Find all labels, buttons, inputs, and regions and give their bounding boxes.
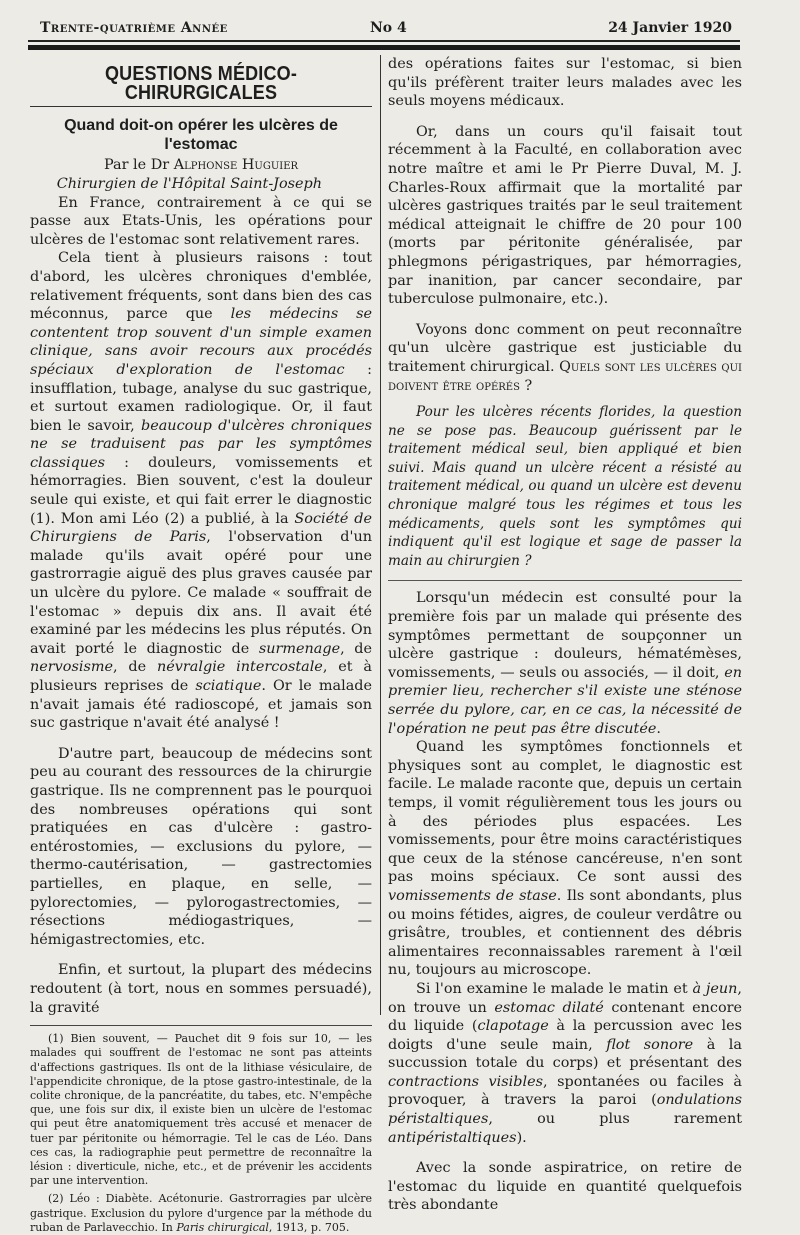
text-run: : insufflation, tubage, analyse du suc gastrique, et surtout examen radiologique. Or, il faut bien le savoir, xyxy=(30,361,372,434)
paragraph-fear-of-surgery: Enfin, et surtout, la plupart des médecins redoutent (à tort, nous en sommes persuadé), la gravité xyxy=(30,962,372,1016)
text-run: , spontanées ou faciles à provoquer, à travers la paroi ( xyxy=(388,1073,742,1109)
text-run: . Or le malade n'avait jamais été radioscopé, et jamais son suc gastrique n'avait été analysé ! xyxy=(30,678,373,732)
text-run: ). xyxy=(516,1129,527,1146)
italic-run: Société de Chirurgiens de Paris xyxy=(30,510,372,546)
paragraph-intro: En France, contrairement à ce qui se passe aux Etats-Unis, les opérations pour ulcères de l'estomac sont relativement rares. xyxy=(30,194,372,248)
italic-run: à jeun xyxy=(692,980,738,997)
article-title: Quand doit-on opérer les ulcères de l'estomac xyxy=(64,117,338,153)
header-year: Trente-quatrième Année xyxy=(40,20,228,36)
text-run: contenant encore du liquide ( xyxy=(388,999,743,1035)
italic-run: surmenage xyxy=(258,640,341,657)
text-run: Si l'on examine le malade le matin et xyxy=(416,980,693,997)
italic-run: clapotage xyxy=(477,1018,549,1035)
italic-run: ondulations péristaltiques xyxy=(388,1092,742,1128)
smallcaps-run: Quels sont les ulcères qui doivent être opérés ? xyxy=(388,358,742,394)
italic-run: antipéristaltiques xyxy=(388,1129,517,1146)
paragraph-question xyxy=(388,321,742,395)
section-title-rule xyxy=(30,106,372,107)
italic-run: contractions visibles xyxy=(388,1073,543,1090)
text-run: , l'observation d'un malade qu'ils avait opéré pour une gastrorragie aiguë des plus graves causée par un ulcère du pylore. Ce malade « souffrait de l'estomac » depuis dix ans. Il avait été examiné par les médecins les plus réputés. On avait porté le diagnostic de xyxy=(30,529,372,657)
text-run: Quand les symptômes fonctionnels et physiques sont au complet, le diagnostic est facile. Le malade raconte que, depuis un certain temps, il vomit régulièrement tous les jours ou à des périodes plus espacées. Les vomissements, pour être moins caractéristiques que ceux de la sténose cancéreuse, n'en sont pas moins spéciaux. Ce sont aussi des xyxy=(388,739,742,886)
section-title: QUESTIONS MÉDICO-CHIRURGICALES xyxy=(104,63,298,104)
byline xyxy=(30,156,372,175)
header-rule-thick xyxy=(28,45,740,50)
header-date: 24 Janvier 1920 xyxy=(608,20,732,36)
text-run: (2) Léo : Diabète. Acétonurie. Gastrorragies par ulcère gastrique. Exclusion du pylore d'urgence par la méthode du ruban de Parlavecchio. In xyxy=(30,1192,372,1234)
paragraph-examination xyxy=(388,980,742,1147)
paragraph-surgery-resources: D'autre part, beaucoup de médecins sont peu au courant des ressources de la chirurgie gastrique. Ils ne comprennent pas le pourquoi des nombreuses opérations qui sont pratiquées en cas d'ulcère : gastro-entérostomies, — exclusions du pylore, — thermo-cautérisation, — gastrectomies partielles, en plaque, en selle, — pylorectomies, — pylorogastrectomies, — résections médiogastriques, — hémigastrectomies, etc. xyxy=(30,745,372,948)
right-column xyxy=(388,55,742,1215)
author-affiliation: Chirurgien de l'Hôpital Saint-Joseph xyxy=(56,175,322,192)
paragraph-mortality: Or, dans un cours qu'il faisait tout récemment à la Faculté, en collaboration avec notre maître et ami le Pr Pierre Duval, M. J. Charles-Roux affirmait que la mortalité par ulcères gastriques traités par le seul traitement médical atteignait le chiffre de 20 pour 100 (morts par péritonite généralisée, par phlegmons périgastriques, par hémorragies, par inanition, par cancer secondaire, par tuberculose pulmonaire, etc.). xyxy=(388,123,742,308)
text-run: , 1913, p. 705. xyxy=(268,1220,350,1234)
italic-run: névralgie intercostale xyxy=(157,659,323,676)
footnotes xyxy=(30,1032,372,1235)
text-run: à la percussion avec les doigts d'une seule main, xyxy=(388,1018,742,1053)
paragraph-continued: des opérations faites sur l'estomac, si bien qu'ils préfèrent traiter leurs malades avec les seuls moyens médicaux. xyxy=(388,56,742,110)
italic-run: sciatique xyxy=(195,678,262,694)
footnote-rule xyxy=(30,1025,372,1026)
left-column xyxy=(30,55,372,1235)
text-run: , de xyxy=(340,640,372,657)
text-run: , on trouve un xyxy=(388,980,742,1016)
italic-run: Paris chirurgical xyxy=(176,1220,269,1234)
footnote-1: (1) Bien souvent, — Pauchet dit 9 fois sur 10, — les malades qui souffrent de l'estomac ne sont pas atteints d'affections gastriques. Ils ont de la lithiase vésiculaire, de l'appendicite chronique, de la ptose gastro-intestinale, de la colite chronique, de la pancréatite, du tabes, etc. N'empêche que, une fois sur dix, il existe bien un ulcère de l'estomac qui peut être anatomiquement très accusé et menacer de tuer par péritonite ou hémorragie. Tel le cas de Léo. Dans ces cas, la radiographie peut permettre de reconnaître la lésion : diverticule, niche, etc., et de prévenir les accidents par une intervention. xyxy=(30,1032,372,1188)
italic-run: beaucoup d'ulcères chroniques ne se traduisent pas par les symptômes classiques xyxy=(30,417,372,471)
text-run: , de xyxy=(113,659,158,676)
paragraph-first-consult xyxy=(388,589,742,738)
callout-text: Pour les ulcères récents florides, la question ne se pose pas. Beaucoup guérissent par le traitement médical seul, bien appliqué et bien suivi. Mais quand un ulcère récent a résisté au traitement médical, ou quand un ulcère est devenu chronique malgré tous les régimes et tous les médicaments, quels sont les symptômes qui indiquent qu'il est logique et sage de passer la main au chirurgien ? xyxy=(388,404,742,569)
paragraph-aspiration: Avec la sonde aspiratrice, on retire de l'estomac du liquide en quantité quelquefois très abondante xyxy=(388,1160,742,1214)
running-header xyxy=(30,20,742,38)
text-run: : douleurs, vomissements et hémorragies. Bien souvent, c'est la douleur seule qui existe, et qui fait errer le diagnostic (1). Mon ami Léo (2) a publié, à la xyxy=(30,454,372,527)
text-run: Lorsqu'un médecin est consulté pour la première fois par un malade qui présente des symptômes permettant de soupçonner un ulcère gastrique : douleurs, hématémèses, vomissements, — seuls ou associés, — il doit, xyxy=(388,590,742,681)
italic-callout xyxy=(388,403,742,570)
text-run: à la succussion totale du corps) et présentant des xyxy=(388,1036,742,1072)
italic-run: en premier lieu, rechercher s'il existe une sténose serrée du pylore, car, en ce cas, la nécessité de l'opération ne peut pas être discutée xyxy=(388,664,742,737)
italic-run: vomissements de stase xyxy=(388,887,557,904)
footnote-2 xyxy=(30,1192,372,1235)
text-run: , et à plusieurs reprises de xyxy=(30,659,372,694)
callout-rule xyxy=(388,580,742,581)
author-name: Alphonse Huguier xyxy=(173,157,299,174)
text-run: . Ils sont abondants, plus ou moins fétides, aigres, de couleur verdâtre ou grisâtre, troubles, et contiennent des débris alimentaires reconnaissables rarement à l'œil nu, toujours au microscope. xyxy=(388,887,743,979)
italic-run: les médecins se contentent trop souvent d'un simple examen clinique, sans avoir recours aux procédés spéciaux d'exploration de l'estomac xyxy=(30,306,372,378)
text-run: , ou plus rarement xyxy=(488,1111,742,1128)
italic-run: estomac dilaté xyxy=(494,999,604,1016)
byline-prefix: Par le Dr xyxy=(103,157,170,174)
text-run: . xyxy=(656,720,661,737)
italic-run: flot sonore xyxy=(606,1036,694,1053)
paragraph-symptoms xyxy=(388,738,742,980)
header-rule-thin xyxy=(28,40,740,42)
text-run: Voyons donc comment on peut reconnaître qu'un ulcère gastrique est justiciable du traitement chirurgical. xyxy=(388,321,742,375)
paragraph-reasons xyxy=(30,249,372,732)
italic-run: nervosisme xyxy=(30,659,113,676)
text-run: Cela tient à plusieurs raisons : tout d'abord, les ulcères chroniques d'emblée, relativement fréquents, sont dans bien des cas méconnus, parce que xyxy=(30,250,372,323)
column-divider xyxy=(380,55,381,1015)
header-issue-number: No 4 xyxy=(370,20,407,36)
